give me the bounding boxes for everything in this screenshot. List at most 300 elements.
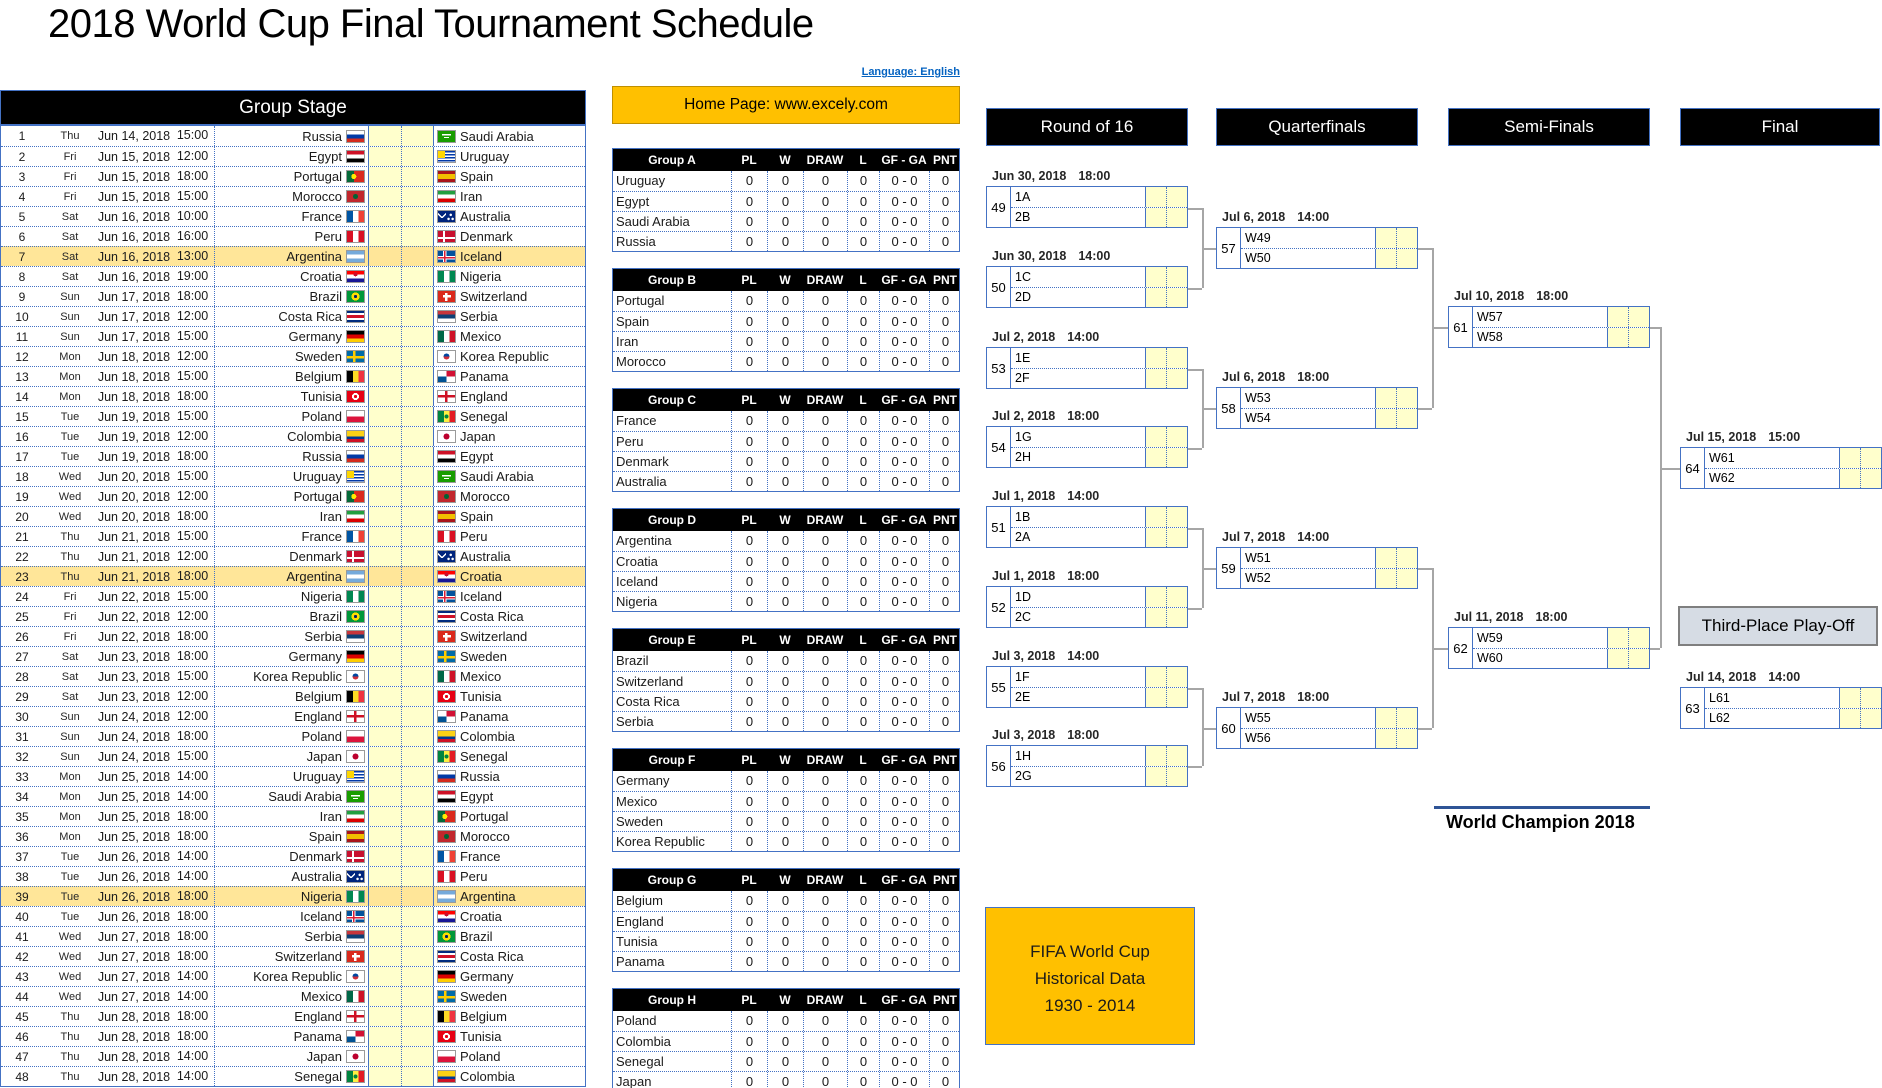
home-score-cell[interactable] — [368, 747, 401, 766]
match-row — [1, 1066, 585, 1086]
score-cell[interactable] — [1166, 688, 1187, 708]
away-score-cell[interactable] — [401, 187, 434, 206]
home-score-cell[interactable] — [368, 527, 401, 546]
away-score-cell[interactable] — [401, 207, 434, 226]
match-time: 18:00 — [1067, 569, 1100, 583]
match-time: 18:00 — [171, 827, 215, 846]
score-cell[interactable] — [1166, 208, 1187, 228]
away-score-cell[interactable] — [401, 547, 434, 566]
away-score-cell[interactable] — [401, 487, 434, 506]
score-cell[interactable] — [1607, 328, 1628, 348]
score-cell[interactable] — [1166, 369, 1187, 389]
home-score-cell[interactable] — [368, 867, 401, 886]
home-team-name: Sweden — [295, 349, 342, 364]
flag-nigeria — [437, 270, 456, 283]
match-row — [1, 586, 585, 606]
match-time: 16:00 — [171, 227, 215, 246]
stat-value: 0 — [767, 1072, 803, 1088]
away-score-cell[interactable] — [401, 787, 434, 806]
score-cell[interactable] — [1145, 288, 1166, 308]
match-number: 47 — [15, 1049, 29, 1064]
flag-belgium — [346, 370, 365, 383]
score-cell[interactable] — [1145, 688, 1166, 708]
home-score-cell[interactable] — [368, 767, 401, 786]
match-row — [1, 406, 585, 426]
team-placeholder: 2A — [1015, 530, 1031, 545]
score-cell[interactable] — [1145, 187, 1166, 207]
score-cell[interactable] — [1166, 587, 1187, 607]
home-score-cell[interactable] — [368, 907, 401, 926]
team-placeholder: 1E — [1015, 350, 1031, 365]
away-score-cell[interactable] — [401, 347, 434, 366]
away-score-cell[interactable] — [401, 707, 434, 726]
home-score-cell[interactable] — [368, 947, 401, 966]
flag-brazil — [437, 930, 456, 943]
score-cell[interactable] — [1166, 348, 1187, 368]
match-number: 41 — [15, 929, 29, 944]
home-team-name: England — [294, 1009, 342, 1024]
away-score-cell[interactable] — [401, 1027, 434, 1046]
away-score-cell[interactable] — [401, 287, 434, 306]
home-score-cell[interactable] — [368, 827, 401, 846]
home-score-cell[interactable] — [368, 147, 401, 166]
score-cell[interactable] — [1166, 608, 1187, 628]
away-slot — [1011, 687, 1187, 708]
score-cell[interactable] — [1839, 448, 1860, 468]
match-date: Jul 3, 2018 — [992, 649, 1056, 663]
away-team-name: Sweden — [460, 649, 507, 664]
score-cell[interactable] — [1145, 427, 1166, 447]
away-score-cell[interactable] — [401, 407, 434, 426]
away-score-cell[interactable] — [401, 1067, 434, 1086]
match-time: 18:00 — [1536, 289, 1569, 303]
home-score-cell[interactable] — [368, 447, 401, 466]
score-cell[interactable] — [1860, 688, 1881, 708]
home-score-cell[interactable] — [368, 727, 401, 746]
score-cell[interactable] — [1860, 448, 1881, 468]
home-score-cell[interactable] — [368, 507, 401, 526]
away-score-cell[interactable] — [401, 167, 434, 186]
score-cell[interactable] — [1607, 649, 1628, 669]
team-name: Peru — [616, 434, 644, 449]
stat-value: 0 — [847, 832, 879, 851]
standings-row — [613, 1071, 959, 1088]
home-score-cell[interactable] — [368, 1047, 401, 1066]
match-number: 24 — [15, 589, 29, 604]
home-score-cell[interactable] — [368, 487, 401, 506]
away-score-cell[interactable] — [401, 227, 434, 246]
home-score-cell[interactable] — [368, 687, 401, 706]
away-score-cell[interactable] — [401, 427, 434, 446]
away-score-cell[interactable] — [401, 267, 434, 286]
home-score-cell[interactable] — [368, 847, 401, 866]
away-score-cell[interactable] — [401, 847, 434, 866]
match-date: Jun 27, 2018 — [97, 929, 171, 944]
standings-row — [613, 211, 959, 231]
match-number: 6 — [18, 229, 26, 244]
away-score-cell[interactable] — [401, 987, 434, 1006]
match-row — [1, 906, 585, 926]
home-team-name: Korea Republic — [253, 969, 342, 984]
stat-value: 0 — [803, 332, 847, 351]
match-number: 46 — [15, 1029, 29, 1044]
match-date: Jun 16, 2018 — [97, 209, 171, 224]
flag-russia — [437, 770, 456, 783]
home-score-cell[interactable] — [368, 627, 401, 646]
away-score-cell[interactable] — [401, 1007, 434, 1026]
group-table-header — [613, 509, 959, 531]
away-score-cell[interactable] — [401, 747, 434, 766]
away-score-cell[interactable] — [401, 147, 434, 166]
away-score-cell[interactable] — [401, 887, 434, 906]
stat-value: 0 - 0 — [879, 832, 929, 851]
away-score-cell[interactable] — [401, 867, 434, 886]
home-score-cell[interactable] — [368, 187, 401, 206]
home-score-cell[interactable] — [368, 347, 401, 366]
match-date: Jul 6, 2018 — [1222, 370, 1286, 384]
team-placeholder: W60 — [1477, 651, 1503, 666]
away-score-cell[interactable] — [401, 567, 434, 586]
away-slot — [1241, 568, 1417, 589]
away-score-cell[interactable] — [401, 647, 434, 666]
column-header-l: L — [859, 393, 867, 407]
score-cell[interactable] — [1396, 228, 1417, 248]
away-score-cell[interactable] — [401, 687, 434, 706]
home-score-cell[interactable] — [368, 367, 401, 386]
standings-row — [613, 591, 959, 611]
away-score-cell[interactable] — [401, 907, 434, 926]
flag-belgium — [437, 1010, 456, 1023]
bracket-connector — [1188, 766, 1202, 768]
home-score-cell[interactable] — [368, 547, 401, 566]
score-cell[interactable] — [1166, 507, 1187, 527]
bracket-connector — [1202, 408, 1216, 410]
away-score-cell[interactable] — [401, 807, 434, 826]
away-team-name: France — [460, 849, 501, 864]
away-score-cell[interactable] — [401, 727, 434, 746]
flag-poland — [437, 1050, 456, 1063]
away-score-cell[interactable] — [401, 627, 434, 646]
score-cell[interactable] — [1145, 746, 1166, 766]
match-day: Mon — [59, 830, 81, 843]
group-table-header — [613, 869, 959, 891]
away-team-cell — [434, 769, 587, 784]
home-score-cell[interactable] — [368, 247, 401, 266]
score-cell[interactable] — [1375, 249, 1396, 269]
away-score-cell[interactable] — [401, 927, 434, 946]
home-score-cell[interactable] — [368, 987, 401, 1006]
home-score-cell[interactable] — [368, 647, 401, 666]
score-cell[interactable] — [1166, 528, 1187, 548]
team-name: Japan — [616, 1074, 652, 1088]
language-link[interactable]: Language: English — [861, 66, 960, 78]
match-row — [1, 686, 585, 706]
away-score-cell[interactable] — [401, 1047, 434, 1066]
score-cell[interactable] — [1145, 208, 1166, 228]
standings-row — [613, 711, 959, 731]
flag-switzerland — [346, 950, 365, 963]
match-time: 10:00 — [171, 207, 215, 226]
score-cell[interactable] — [1145, 267, 1166, 287]
match-time: 18:00 — [171, 287, 215, 306]
stat-value: 0 — [803, 291, 847, 311]
home-score-cell[interactable] — [368, 787, 401, 806]
standings-row — [613, 411, 959, 431]
away-team-cell — [434, 949, 587, 964]
team-placeholder: 1C — [1015, 269, 1031, 284]
away-score-cell[interactable] — [401, 947, 434, 966]
away-team-cell — [434, 749, 587, 764]
score-cell[interactable] — [1396, 409, 1417, 429]
round-of-16-header: Round of 16 — [986, 108, 1188, 146]
score-cell[interactable] — [1166, 448, 1187, 468]
home-score-cell[interactable] — [368, 167, 401, 186]
stat-value: 0 - 0 — [879, 1052, 929, 1071]
home-team-name: Nigeria — [300, 589, 342, 604]
match-time: 18:00 — [171, 387, 215, 406]
score-cell[interactable] — [1145, 507, 1166, 527]
score-cell[interactable] — [1145, 448, 1166, 468]
score-cell[interactable] — [1375, 409, 1396, 429]
match-number: 32 — [15, 749, 29, 764]
home-score-cell[interactable] — [368, 267, 401, 286]
stat-value: 0 - 0 — [879, 232, 929, 251]
away-score-cell[interactable] — [401, 126, 434, 146]
away-score-cell[interactable] — [401, 387, 434, 406]
stat-value: 0 — [929, 812, 961, 831]
match-number: 56 — [987, 746, 1011, 786]
score-cell[interactable] — [1145, 608, 1166, 628]
stat-value: 0 — [847, 531, 879, 551]
score-cell[interactable] — [1860, 469, 1881, 489]
score-cell[interactable] — [1396, 388, 1417, 408]
home-score-cell[interactable] — [368, 207, 401, 226]
score-cell[interactable] — [1145, 767, 1166, 787]
score-cell[interactable] — [1166, 427, 1187, 447]
away-score-cell[interactable] — [401, 527, 434, 546]
home-score-cell[interactable] — [368, 467, 401, 486]
away-score-cell[interactable] — [401, 827, 434, 846]
away-team-cell — [434, 329, 587, 344]
home-score-cell[interactable] — [368, 1067, 401, 1086]
away-score-cell[interactable] — [401, 667, 434, 686]
stat-value: 0 — [929, 232, 961, 251]
flag-croatia — [437, 570, 456, 583]
match-row — [1, 266, 585, 286]
score-cell[interactable] — [1607, 628, 1628, 648]
home-team-name: France — [301, 209, 342, 224]
away-score-cell[interactable] — [401, 967, 434, 986]
match-row — [1, 1046, 585, 1066]
score-cell[interactable] — [1145, 587, 1166, 607]
match-row — [1, 526, 585, 546]
standings-row — [613, 1031, 959, 1051]
stat-value: 0 — [803, 692, 847, 711]
home-score-cell[interactable] — [368, 807, 401, 826]
home-team-cell — [215, 589, 368, 604]
score-cell[interactable] — [1166, 746, 1187, 766]
away-score-cell[interactable] — [401, 767, 434, 786]
home-slot — [1011, 587, 1187, 607]
stat-value: 0 — [847, 332, 879, 351]
bracket-match-61 — [1448, 306, 1650, 348]
match-row — [1, 766, 585, 786]
score-cell[interactable] — [1375, 228, 1396, 248]
home-team-cell — [215, 289, 368, 304]
home-score-cell[interactable] — [368, 327, 401, 346]
column-header-pl: PL — [741, 993, 757, 1007]
score-cell[interactable] — [1166, 667, 1187, 687]
home-score-cell[interactable] — [368, 667, 401, 686]
home-score-cell[interactable] — [368, 227, 401, 246]
stat-value: 0 — [803, 352, 847, 371]
away-score-cell[interactable] — [401, 327, 434, 346]
score-cell[interactable] — [1375, 708, 1396, 728]
stat-value: 0 — [803, 952, 847, 971]
score-cell[interactable] — [1166, 267, 1187, 287]
standings-row — [613, 471, 959, 491]
score-cell[interactable] — [1396, 708, 1417, 728]
group-table-header — [613, 389, 959, 411]
score-cell[interactable] — [1396, 548, 1417, 568]
home-score-cell[interactable] — [368, 887, 401, 906]
away-team-cell — [434, 969, 587, 984]
team-name: Spain — [616, 314, 650, 329]
score-cell[interactable] — [1145, 528, 1166, 548]
score-cell[interactable] — [1839, 709, 1860, 729]
home-score-cell[interactable] — [368, 567, 401, 586]
stat-value: 0 - 0 — [879, 651, 929, 671]
standings-row — [613, 771, 959, 791]
home-team-name: Argentina — [286, 249, 342, 264]
standings-row — [613, 311, 959, 331]
score-cell[interactable] — [1628, 628, 1649, 648]
score-cell[interactable] — [1396, 729, 1417, 749]
score-cell[interactable] — [1628, 307, 1649, 327]
score-cell[interactable] — [1375, 548, 1396, 568]
flag-tunisia — [437, 690, 456, 703]
home-score-cell[interactable] — [368, 927, 401, 946]
home-team-cell — [215, 629, 368, 644]
score-cell[interactable] — [1396, 569, 1417, 589]
home-page-link[interactable]: Home Page: www.excely.com — [612, 86, 960, 124]
score-cell[interactable] — [1628, 328, 1649, 348]
bracket-connector — [1418, 728, 1432, 730]
score-cell[interactable] — [1375, 569, 1396, 589]
home-score-cell[interactable] — [368, 307, 401, 326]
away-score-cell[interactable] — [401, 307, 434, 326]
match-date: Jun 19, 2018 — [97, 409, 171, 424]
match-number: 37 — [15, 849, 29, 864]
score-cell[interactable] — [1839, 688, 1860, 708]
score-cell[interactable] — [1145, 667, 1166, 687]
score-cell[interactable] — [1839, 469, 1860, 489]
bracket-match-59 — [1216, 547, 1418, 589]
stat-value: 0 — [767, 1011, 803, 1031]
flag-saudi-arabia — [437, 130, 456, 143]
away-score-cell[interactable] — [401, 247, 434, 266]
home-team-name: Saudi Arabia — [268, 789, 342, 804]
match-time: 15:00 — [1768, 430, 1801, 444]
away-team-cell — [434, 1069, 587, 1084]
column-header-draw: DRAW — [806, 513, 844, 527]
group-table-group-f — [612, 748, 960, 852]
home-score-cell[interactable] — [368, 126, 401, 146]
match-number: 8 — [18, 269, 26, 284]
match-row — [1, 986, 585, 1006]
away-score-cell[interactable] — [401, 467, 434, 486]
away-score-cell[interactable] — [401, 607, 434, 626]
flag-russia — [346, 450, 365, 463]
stat-value: 0 - 0 — [879, 572, 929, 591]
flag-iran — [346, 510, 365, 523]
flag-egypt — [346, 150, 365, 163]
home-team-name: Iceland — [300, 909, 342, 924]
away-score-cell[interactable] — [401, 507, 434, 526]
match-day: Fri — [63, 630, 77, 643]
score-cell[interactable] — [1166, 288, 1187, 308]
home-score-cell[interactable] — [368, 1007, 401, 1026]
fifa-historical-data-button[interactable] — [985, 907, 1195, 1045]
away-team-name: Argentina — [460, 889, 516, 904]
home-score-cell[interactable] — [368, 287, 401, 306]
home-score-cell[interactable] — [368, 407, 401, 426]
match-number: 2 — [18, 149, 26, 164]
stat-value: 0 — [803, 1072, 847, 1088]
score-cell[interactable] — [1145, 369, 1166, 389]
score-cell[interactable] — [1628, 649, 1649, 669]
home-score-cell[interactable] — [368, 607, 401, 626]
flag-switzerland — [437, 630, 456, 643]
stat-value: 0 - 0 — [879, 812, 929, 831]
home-score-cell[interactable] — [368, 427, 401, 446]
away-score-cell[interactable] — [401, 447, 434, 466]
home-team-cell — [215, 209, 368, 224]
score-cell[interactable] — [1145, 348, 1166, 368]
away-team-cell — [434, 369, 587, 384]
stat-value: 0 — [731, 651, 767, 671]
home-score-cell[interactable] — [368, 587, 401, 606]
stat-value: 0 — [847, 932, 879, 951]
flag-colombia — [437, 1070, 456, 1083]
flag-panama — [437, 370, 456, 383]
score-cell[interactable] — [1607, 307, 1628, 327]
score-cell[interactable] — [1166, 767, 1187, 787]
standings-row — [613, 951, 959, 971]
score-cell[interactable] — [1860, 709, 1881, 729]
team-name: Costa Rica — [616, 694, 680, 709]
match-number: 15 — [15, 409, 29, 424]
away-score-cell[interactable] — [401, 367, 434, 386]
stat-value: 0 - 0 — [879, 291, 929, 311]
home-score-cell[interactable] — [368, 1027, 401, 1046]
score-cell[interactable] — [1375, 388, 1396, 408]
away-team-name: Germany — [460, 969, 514, 984]
stat-value: 0 — [847, 891, 879, 911]
away-team-name: Denmark — [460, 229, 513, 244]
away-slot — [1705, 468, 1881, 489]
score-cell[interactable] — [1166, 187, 1187, 207]
standings-row — [613, 791, 959, 811]
home-score-cell[interactable] — [368, 387, 401, 406]
home-score-cell[interactable] — [368, 967, 401, 986]
away-score-cell[interactable] — [401, 587, 434, 606]
score-cell[interactable] — [1396, 249, 1417, 269]
home-score-cell[interactable] — [368, 707, 401, 726]
match-time: 18:00 — [171, 907, 215, 926]
match-day: Wed — [58, 950, 82, 963]
score-cell[interactable] — [1375, 729, 1396, 749]
